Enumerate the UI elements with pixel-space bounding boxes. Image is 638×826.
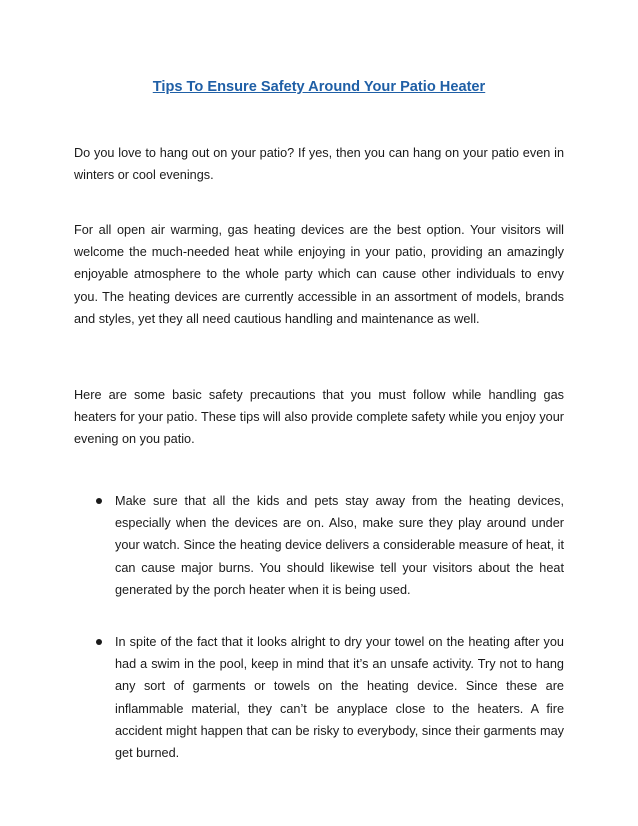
bullet-dot-icon: [96, 639, 102, 645]
bullet-list-first: [74, 490, 564, 601]
safety-precautions-paragraph: Here are some basic safety precautions that you must follow while handling gas heaters for your patio. These tips will also provide complete safety while you enjoy your evening on you patio.: [74, 388, 564, 447]
list-item-text: Make sure that all the kids and pets stay away from the heating devices, especially when the devices are on. Also, make sure they play around under your watch. Since the heating device delivers a considerable measure of heat, it can cause major burns. You should likewise tell your visitors about the heat generated by the porch heater when it is being used.: [115, 494, 564, 597]
list-item: [74, 490, 564, 601]
list-item: [74, 631, 564, 764]
list-item-text: In spite of the fact that it looks alright to dry your towel on the heating after you had a swim in the pool, keep in mind that it’s an unsafe activity. Try not to hang any sort of garments or towels on the heating device. Since these are inflammable material, they can’t be anyplace close to the heaters. A fire accident might happen that can be risky to everybody, since their garments may get burned.: [115, 635, 564, 761]
heating-devices-paragraph: For all open air warming, gas heating devices are the best option. Your visitors will welcome the much-needed heat while enjoying in your patio, providing an amazingly enjoyable atmosphere to the whole party which can cause other individuals to envy you. The heating devices are currently accessible in an assortment of models, brands and styles, yet they all need cautious handling and maintenance as well.: [74, 223, 564, 326]
document-title: Tips To Ensure Safety Around Your Patio Heater: [152, 79, 486, 95]
bullet-dot-icon: [96, 498, 102, 504]
bullet-list-second: [74, 631, 564, 764]
intro-paragraph: Do you love to hang out on your patio? If yes, then you can hang on your patio even in winters or cool evenings.: [74, 146, 564, 183]
